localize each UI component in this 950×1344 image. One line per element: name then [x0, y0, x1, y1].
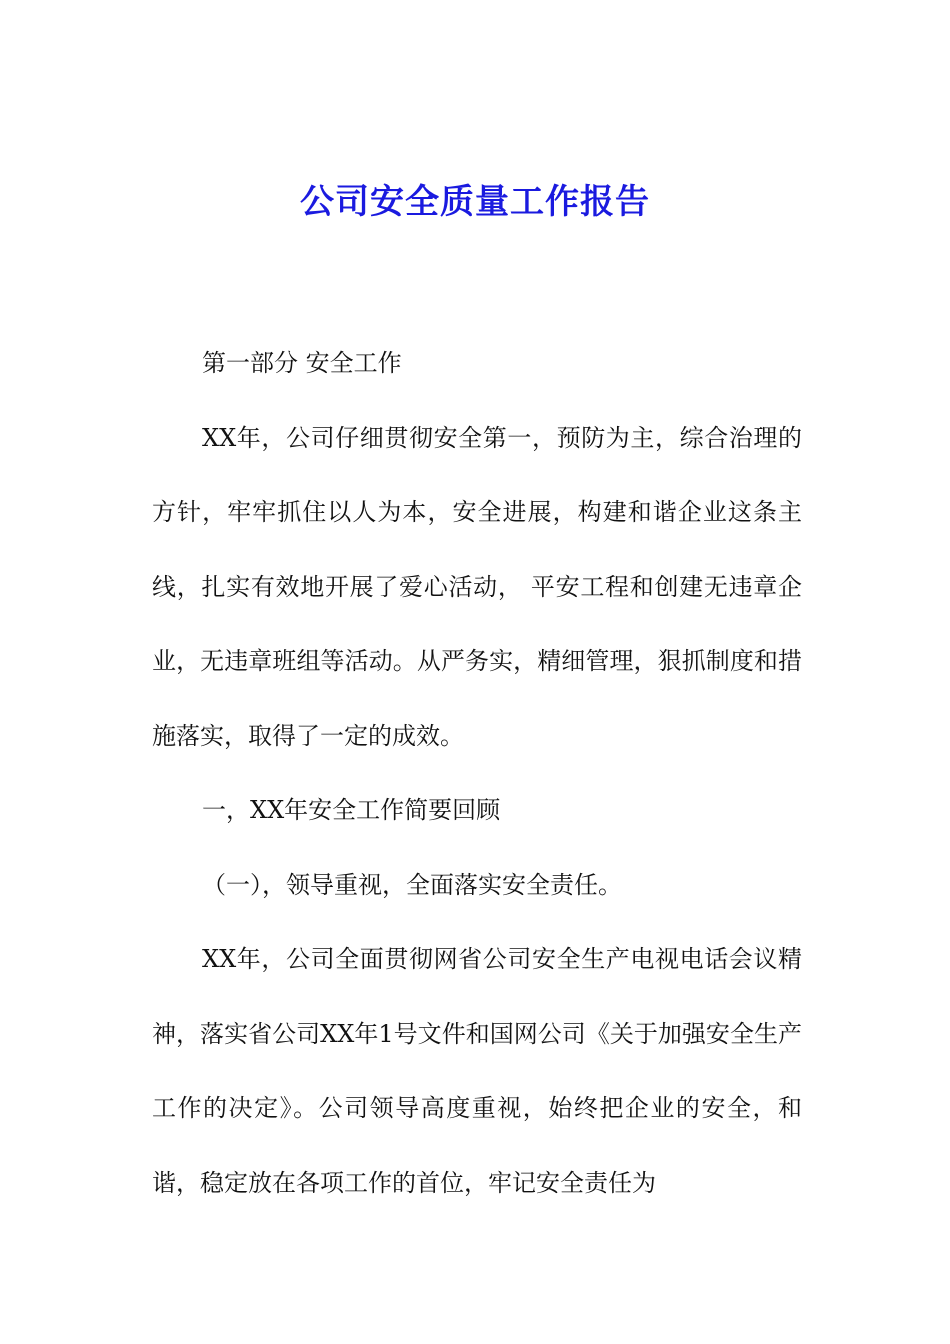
document-body [152, 326, 802, 1220]
subsection-heading: 一，XX年安全工作简要回顾 [202, 796, 501, 824]
document-title: 公司安全质量工作报告 [300, 182, 650, 222]
subsection-item-heading: （一），领导重视，全面落实安全责任。 [202, 870, 622, 899]
section-heading: 第一部分 安全工作 [202, 349, 402, 377]
body-paragraph: XX年，公司仔细贯彻安全第一，预防为主，综合治理的方针，牢牢抓住以人为本，安全进展，构建和谐企业这条主线，扎实有效地开展了爱心活动， 平安工程和创建无违章企业，无违章班组等活动。从严务实，精细管理，狠抓制度和措施落实，取得了一定的成效。 [152, 423, 802, 750]
body-paragraph: XX年，公司全面贯彻网省公司安全生产电视电话会议精神，落实省公司XX年1号文件和国网公司《关于加强安全生产工作的决定》。公司领导高度重视，始终把企业的安全，和谐，稳定放在各项工作的首位，牢记安全责任为 [152, 945, 802, 1197]
